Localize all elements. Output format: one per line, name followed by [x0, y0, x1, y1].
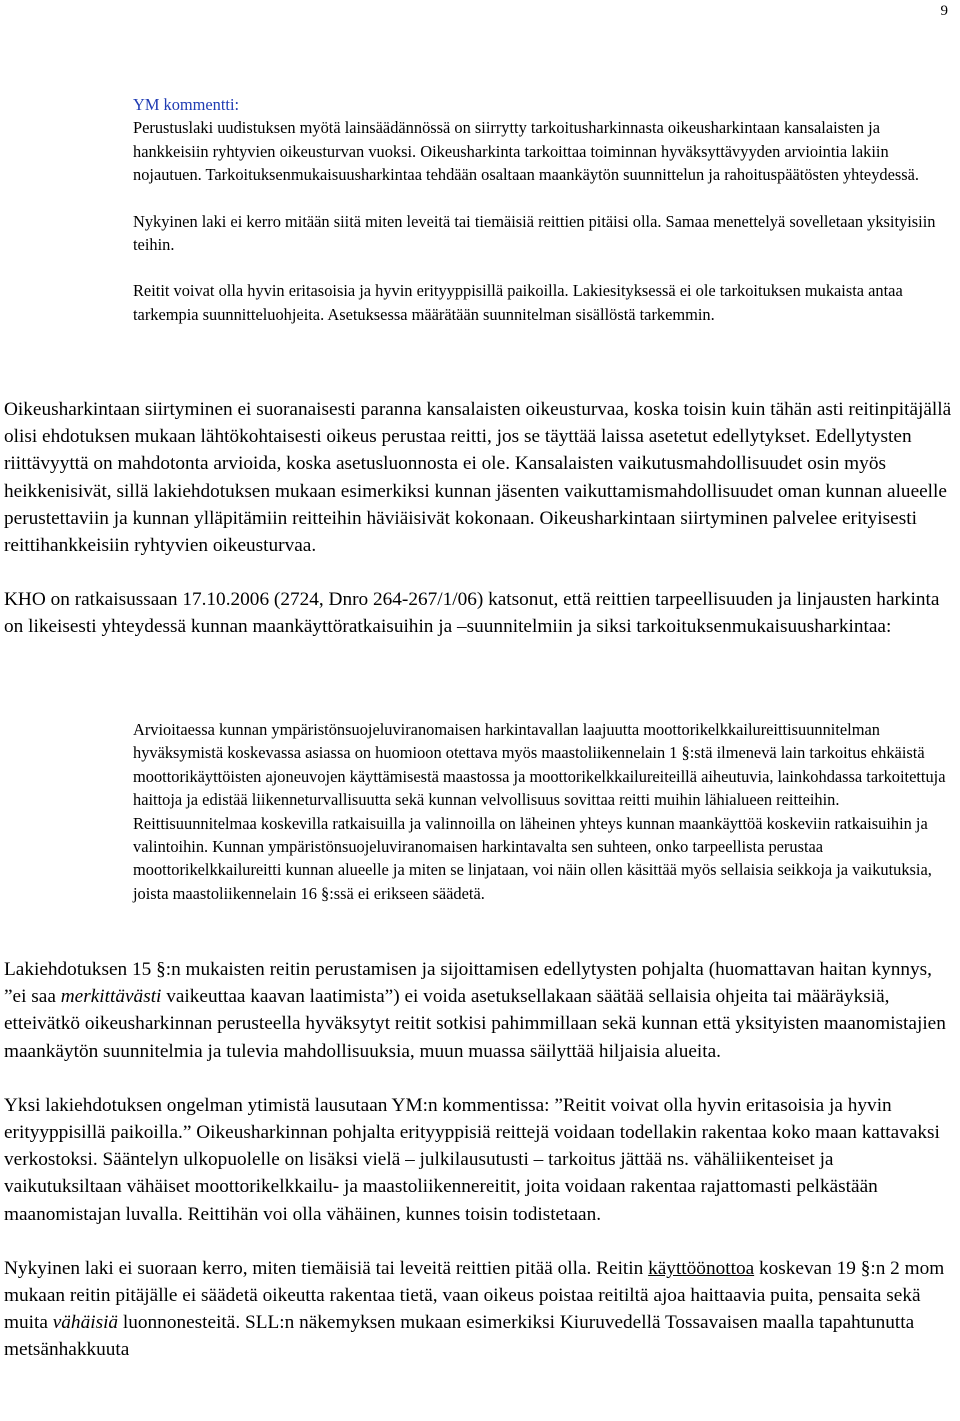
body-paragraph-kho: KHO on ratkaisussaan 17.10.2006 (2724, Dnro 264-267/1/06) katsonut, että reittien tarpeellisuuden ja linjausten harkinta on likeisesti yhteydessä kunnan maankäyttöratkaisuihin ja –suunnitelmiin ja siksi tarkoituksenmukaisuusharkintaa:: [4, 589, 940, 638]
ym-comment-paragraph-3: Reitit voivat olla hyvin eritasoisia ja hyvin erityyppisillä paikoilla. Lakiesityksessä ei ole tarkoituksen mukaista antaa tarkempia suunnitteluohjeita. Asetuksessa määrätään suunnitelman sisällöstä tarkemmin.: [133, 281, 903, 324]
lower-text-block: [4, 956, 954, 1364]
paragraph-text: luonnonesteitä. SLL:n näkemyksen mukaan esimerkiksi Kiuruvedellä Tossavaisen maalla tapahtunutta metsänhakkuuta: [4, 1312, 915, 1361]
paragraph-text: vaikeuttaa kaavan laatimista”) ei voida asetuksellakaan säätää sellaisia ohjeita tai määräyksiä, etteivätkö oikeusharkinnan perusteella hyväksytyt reitit sotkisi pahimmillaan sekä kunnan että yksityisten maanomistajien maankäytön suunnitelmia ja tulevia mahdollisuuksia, muun muassa säilyttää hiljaisia alueita.: [4, 986, 946, 1062]
ym-comment-intro: [133, 93, 948, 187]
paragraph-text: Lakiehdotuksen 15 §:n mukaisten reitin perustamisen ja sijoittamisen edellytysten pohjalta (huomattavan haitan kynnys, ”ei saa: [4, 959, 932, 1008]
body-paragraph-lakiehdotus: [4, 956, 954, 1065]
body-paragraph-oikeusharkinta: Oikeusharkintaan siirtyminen ei suoranaisesti paranna kansalaisten oikeusturvaa, koska toisin kuin tähän asti reitinpitäjällä olisi ehdotuksen mukaan lähtökohtaisesti oikeus perustaa reitti, jos se täyttää laissa asetetut edellytykset. Edellytysten riittävyyttä on mahdotonta arvioida, koska asetusluonnosta ei ole. Kansalaisten vaikutusmahdollisuudet osin myös heikkenisivät, sillä lakiehdotuksen mukaan esimerkiksi kunnan jäsenten vaikuttamismahdollisuudet oman kunnan alueelle perustettaviin ja kunnan ylläpitämiin reitteihin häviäisivät kokonaan. Oikeusharkintaan siirtyminen palvelee erityisesti reittihankkeisiin ryhtyvien oikeusturvaa.: [4, 399, 952, 557]
ym-comment-paragraph-2: Nykyinen laki ei kerro mitään siitä miten leveitä tai tiemäisiä reittien pitäisi olla. Samaa menettelyä sovelletaan yksityisiin teihin.: [133, 211, 936, 255]
ym-comment-paragraph-1: Perustuslaki uudistuksen myötä lainsäädännössä on siirrytty tarkoitusharkinnasta oikeusharkintaan kansalaisten ja hankkeisiin ryhtyvien oikeusturvan vuoksi. Oikeusharkinta tarkoittaa toiminnan hyväksyttävyyden arviointia lakiin nojautuen. Tarkoituksenmukaisuusharkintaa tehdään osaltaan maankäytön suunnittelun ja rahoituspäätösten yhteydessä.: [133, 118, 920, 185]
main-text-block: [4, 396, 954, 641]
paragraph-text: Nykyinen laki ei suoraan kerro, miten tiemäisiä tai leveitä reittien pitää olla. Reitin: [4, 1257, 649, 1279]
ym-comment-block: [133, 93, 948, 326]
body-paragraph-ongelma: Yksi lakiehdotuksen ongelman ytimistä lausutaan YM:n kommentissa: ”Reitit voivat olla hyvin eritasoisia ja hyvin erityyppisillä paikoilla.” Oikeusharkinnan pohjalta erityyppisiä reittejä voidaan todellakin rakentaa koko maan kattavaksi verkostoksi. Sääntelyn ulkopuolelle on lisäksi vielä – julkilausutusti – tarkoitus jättää ns. vähäliikenteiset ja vaikutuksiltaan vähäiset moottorikelkkailu- ja maastoliikennereitit, joita voidaan rakentaa rajattomasti pelkästään maanomistajan luvalla. Reittihän voi olla vähäinen, kunnes toisin todistetaan.: [4, 1094, 940, 1225]
emphasis-text: vähäisiä: [52, 1312, 119, 1334]
body-paragraph-nykyinen-laki: [4, 1255, 954, 1364]
kho-quote: Arvioitaessa kunnan ympäristönsuojeluviranomaisen harkintavallan laajuutta moottorikelkkailureittisuunnitelman hyväksymistä koskevassa asiassa on huomioon otettava myös maastoliikennelain 1 §:stä ilmenevä lain tarkoitus ehkäistä moottorikäyttöisten ajoneuvojen käyttämisestä maastossa ja moottorikelkkailureiteillä aiheutuvia, lainkohdassa tarkoitettuja haittoja ja edistää liikenneturvallisuutta sekä kunnan velvollisuus sovittaa reitti muihin lähialueen reitteihin. Reittisuunnitelmaa koskevilla ratkaisuilla ja valinnoilla on läheinen yhteys kunnan maankäyttöä koskeviin ratkaisuihin ja valintoihin. Kunnan ympäristönsuojeluviranomaisen harkintavalta sen suhteen, onko tarpeellista perustaa moottorikelkkailureitti kunnan alueelle ja miten se linjataan, voi näin ollen käsittää myös sellaisia seikkoja ja vaikutuksia, joista maastoliikennelain 16 §:ssä ei erikseen säädetä.: [133, 720, 946, 903]
page-number: 9: [940, 3, 948, 19]
ym-comment-heading: YM kommentti:: [133, 95, 240, 114]
paragraph-text: koskevan 19 §:n 2 mom mukaan reitin pitäjälle ei säädetä oikeutta rakentaa tietä, vaan oikeus poistaa reitiltä ajoa haittaavia puita, pensaita sekä muita: [4, 1257, 945, 1334]
underlined-text: käyttöönottoa: [648, 1257, 755, 1279]
emphasis-text: merkittävästi: [60, 986, 162, 1008]
